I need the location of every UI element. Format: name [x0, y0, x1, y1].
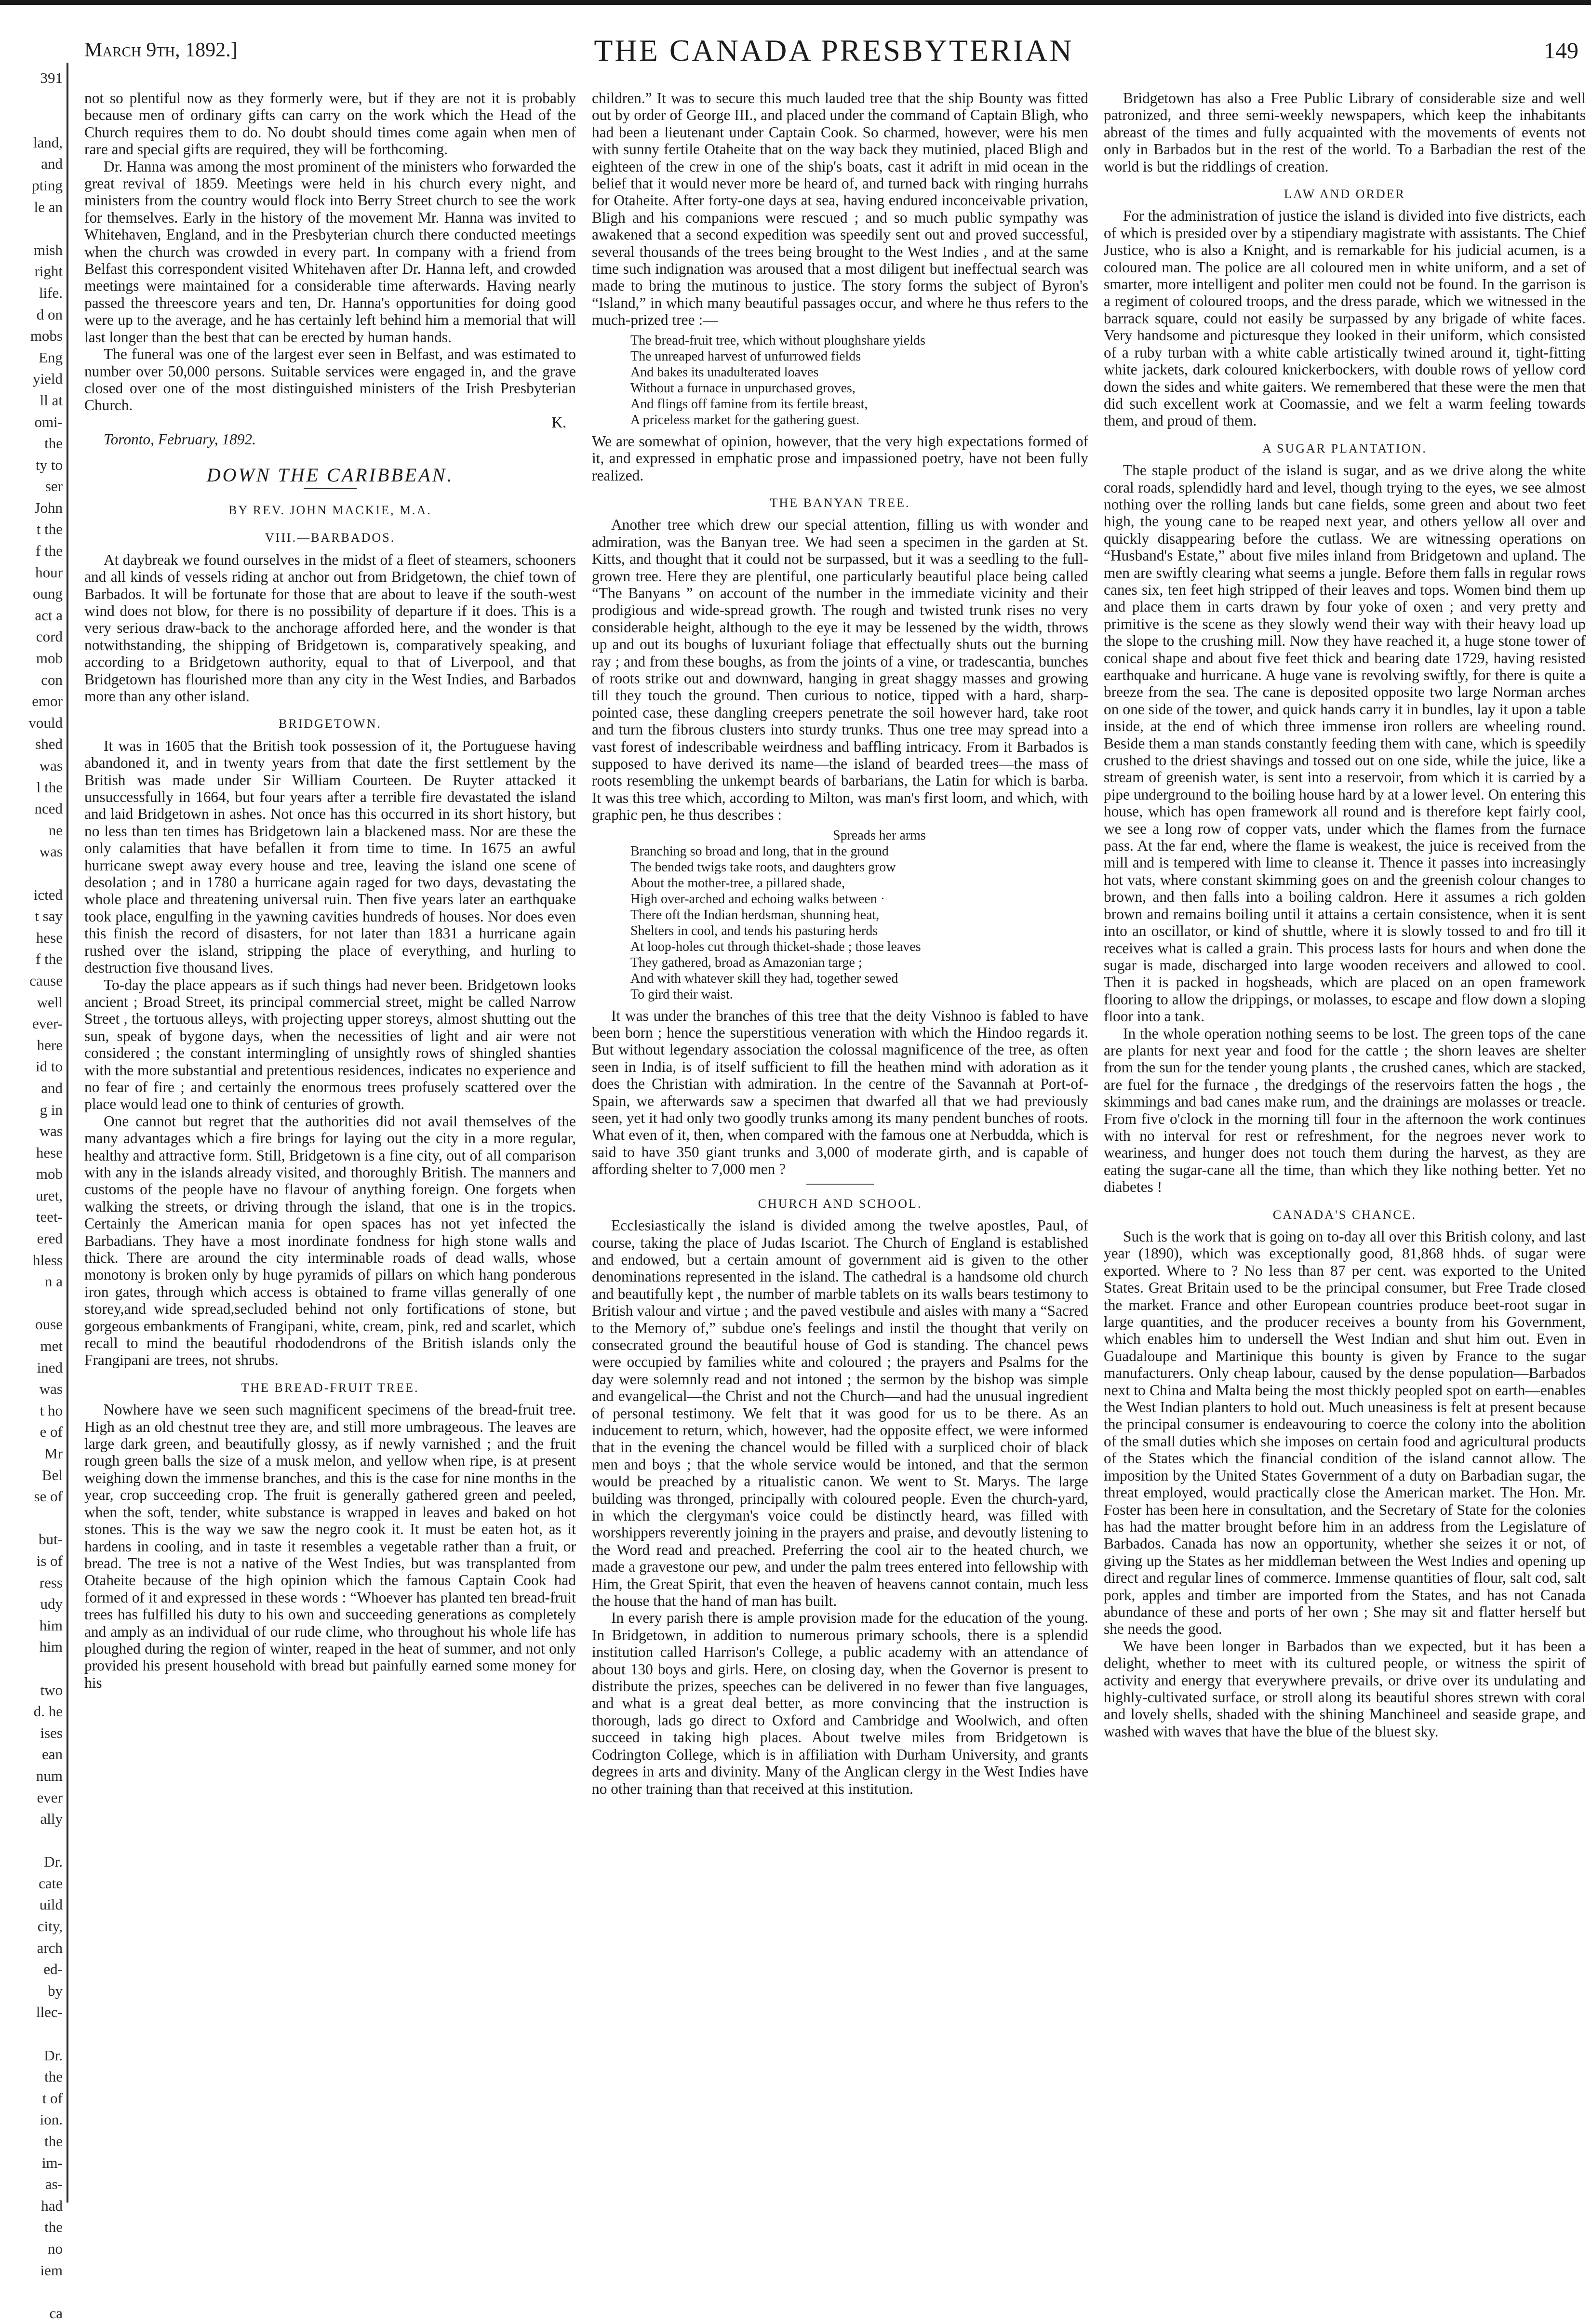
margin-fragment — [0, 2023, 63, 2045]
margin-fragment: f the — [36, 950, 63, 968]
margin-fragment: by — [48, 1982, 63, 1999]
margin-fragment: pting — [32, 176, 63, 194]
margin-fragment: the — [44, 2068, 63, 2085]
margin-fragment: him — [39, 1616, 63, 1634]
margin-fragment: ca — [49, 2304, 63, 2322]
verse-line: Without a furnace in unpurchased groves, — [630, 380, 856, 396]
verse-line: Branching so broad and long, that in the ground — [630, 843, 889, 859]
section-heading: THE BREAD-FRUIT TREE. — [241, 1380, 419, 1395]
paragraph: To-day the place appears as if such things had never been. Bridgetown looks ancient ; Broad Street, its principal commercial street, might be called Narrow Street , the tortuous alleys, with projecting upper storeys, almost shutting out the sun, speak of bygone days, when the necessities of light and air were not considered ; the constant intermingling of unsightly rows of shingled shanties with the more substantial and pretentious residences, indicates no experience and no fear of fire ; and certainly the enormous trees profusely scattered over the place would lead one to think of centuries of growth. — [84, 976, 576, 1113]
paragraph: Nowhere have we seen such magnificent specimens of the bread-fruit tree. High as an old chestnut tree they are, and still more umbrageous. The leaves are large dark green, and beautifully glossy, as if newly varnished ; and the fruit rough green balls the size of a musk melon, and yellow when ripe, is at present weighing down the immense branches, and this is the case for nine months in the year, crop succeeding crop. The fruit is generally gathered green and peeled, when the soft, tender, white substance is wrapped in leaves and baked on hot stones. This is the way we saw the negro cook it. It must be eaten hot, as it hardens in cooling, and in taste it resembles a vegetable rather than a fruit, or bread. The tree is not a native of the West Indies, but was transplanted from Otaheite because of the high opinion which the famous Captain Cook had formed of it and expressed in these words : “Whoever has planted ten bread-fruit trees has fulfilled his duty to his own and succeeding generations as completely and amply as an individual of our rude clime, who throughout his whole life has ploughed during the region of winter, reaped in the heat of summer, and not only provided his present household with bread but painfully earned some money for his — [84, 1401, 576, 1691]
margin-fragment: ined — [37, 1359, 63, 1376]
margin-fragment: teet- — [36, 1208, 63, 1226]
paragraph: Bridgetown has also a Free Public Library of considerable size and well patronized, and three semi-weekly newspapers, which keep the inhabitants abreast of the times and fully acquainted with the movements of events not only in Barbados but in the rest of the world. To a Barbadian the rest of the world is but the riddlings of creation. — [1104, 90, 1586, 175]
title-rule — [304, 488, 357, 489]
paragraph: We are somewhat of opinion, however, that the very high expectations formed of it, and expressed in emphatic prose and impassioned poetry, have not been fully realized. — [592, 432, 1088, 484]
paragraph: Such is the work that is going on to-day all over this British colony, and last year (1890), which was exceptionally good, 81,868 hhds. of sugar were exported. Where to ? No less than 87 per cent. was exported to the United States. Great Britain used to be the principal consumer, but Free Trade closed the market. France and other European countries produce beet-root sugar in large quantities, and the producer receives a bounty from his Government, which enables him to undersell the West Indian and shut him out. Even in Guadaloupe and Martinique this bounty is given by France to the sugar manufacturers. Only cheap labour, caused by the dense population—Barbados next to China and Malta being the most thickly peopled spot on earth—enables the West Indian planters to hold out. Much uneasiness is felt at present because the principal consumer is endeavouring to coerce the colony into the abolition of the small duties which she imposes on certain food and agricultural products of the States which the financial condition of the island cannot allow. The imposition by the United States Government of a duty on Barbadian sugar, the threat employed, would practically close the American market. The Hon. Mr. Foster has been here in consultation, and the Secretary of State for the colonies has had the matter brought before him in an address from the Legislature of Barbados. Canada has now an opportunity, whether she seizes it or not, of giving up the States as her middleman between the West Indies and opening up direct and regular lines of commerce. Immense quantities of flour, salt cod, salt pork, apples and timber are imported from the States, and has not Canada abundance of these and ports of her own ; She may sit and flatter herself but she needs the good. — [1104, 1228, 1586, 1638]
margin-fragment: ises — [40, 1724, 63, 1741]
margin-fragment: here — [37, 1036, 63, 1054]
verse-line: The bread-fruit tree, which without ploughshare yields — [630, 333, 925, 348]
margin-fragment: uret, — [36, 1187, 63, 1204]
verse-line: And with whatever skill they had, together sewed — [630, 971, 898, 986]
verse-line: There oft the Indian herdsman, shunning heat, — [630, 907, 880, 922]
verse-line: About the mother-tree, a pillared shade, — [630, 875, 845, 891]
verse-line: They gathered, broad as Amazonian targe ; — [630, 955, 862, 970]
top-rule — [0, 0, 1591, 5]
margin-fragment: arch — [37, 1939, 63, 1956]
section-heading: LAW AND ORDER — [1284, 187, 1405, 201]
margin-fragment: but- — [39, 1531, 63, 1548]
signature: K. — [551, 414, 566, 431]
margin-fragment: t the — [36, 521, 63, 538]
verse-line: And flings off famine from its fertile breast, — [630, 396, 868, 412]
section-heading: CHURCH AND SCHOOL. — [758, 1196, 923, 1211]
column-1 — [84, 90, 576, 2203]
margin-fragment: emor — [32, 693, 63, 710]
section-heading: VIII.—BARBADOS. — [265, 531, 396, 545]
paragraph: At daybreak we found ourselves in the midst of a fleet of steamers, schooners and all kinds of vessels riding at anchor out from Bridgetown, the chief town of Barbados. It will be fortunate for those that are about to leave if the south-west wind does not blow, for there is no possibility of departure if it does. This is a very serious draw-back to the anchorage afforded here, and the wonder is that notwithstanding, the shipping of Bridgetown is, comparatively speaking, and according to a Bridgetown authority, equal to that of Liverpool, and that Bridgetown has flourished more than any city in the West Indies, and Barbados more than any other island. — [84, 551, 576, 705]
margin-fragment: two — [40, 1681, 63, 1698]
column-2 — [592, 90, 1088, 2203]
issue-date: March 9th, 1892.] — [84, 39, 238, 61]
verse-line: The bended twigs take roots, and daughters grow — [630, 859, 896, 875]
margin-fragment: ne — [48, 821, 63, 839]
margin-fragment: Dr. — [44, 1853, 63, 1870]
dateline: Toronto, February, 1892. — [104, 431, 256, 448]
section-heading: CANADA'S CHANCE. — [1272, 1207, 1417, 1222]
margin-fragment: ll at — [40, 391, 63, 409]
margin-fragment: right — [34, 263, 63, 280]
margin-fragment: him — [39, 1638, 63, 1656]
margin-fragment: shed — [35, 735, 63, 753]
margin-fragment: d. he — [33, 1703, 63, 1720]
margin-fragment: n a — [44, 1273, 63, 1290]
margin-fragment: is of — [36, 1552, 63, 1569]
left-margin-fragments — [0, 67, 63, 2324]
margin-fragment: uild — [39, 1896, 63, 1913]
margin-fragment: 391 — [40, 69, 63, 86]
margin-fragment: g in — [40, 1101, 63, 1118]
margin-fragment: the — [44, 2133, 63, 2150]
margin-fragment: Dr. — [44, 2046, 63, 2064]
margin-fragment: e of — [40, 1423, 63, 1441]
margin-fragment: and — [41, 155, 63, 173]
margin-fragment: John — [34, 499, 63, 516]
section-heading: BRIDGETOWN. — [279, 717, 382, 731]
article-title — [84, 464, 576, 489]
margin-fragment: was — [39, 1122, 63, 1140]
gutter-rule — [67, 63, 68, 2203]
margin-fragment: le an — [34, 198, 63, 215]
paragraph: One cannot but regret that the authorities did not avail themselves of the many advantages which a fire brings for laying out the city in a more regular, healthy and attractive form. Still, Bridgetown is a fine city, out of all comparison with any in the islands already visited, and thoroughly British. The manners and customs of the people have no flavour of anything foreign. One forgets when walking the streets, or driving through the island, that one is in the tropics. Certainly the American mania for open spaces has not yet infected the Barbadians. They have a most inordinate fondness for high stone walls and thick. There are around the city interminable roads of dead walls, whose monotony is broken only by huge pyramids of pillars on which hang ponderous iron gates, through which access is obtained to frame villas generally of one storey,and wide spread,secluded behind not only fortifications of stone, but gorgeous embankments of Frangipani, white, cream, pink, red and scarlet, which recall to mind the beautiful rhododendrons of the British islands only the Frangipani are trees, not shrubs. — [84, 1112, 576, 1369]
margin-fragment: land, — [33, 134, 63, 151]
margin-fragment: and — [41, 1079, 63, 1096]
paragraph: Ecclesiastically the island is divided among the twelve apostles, Paul, of course, taking the place of Judas Iscariot. The Church of England is established and endowed, but a certain amount of government aid is given to the other denominations represented in the island. The cathedral is a handsome old church and beautifully kept , the number of marble tablets on its walls bears testimony to British valour and virtue ; and the paved vestibule and aisles with many a “Sacred to the Memory of,” subdue one's feelings and instil the thought that verily on consecrated ground the beautiful house of God is standing. The chancel pews were occupied by families white and coloured ; the prayers and Psalms for the day were solemnly read and not intoned ; the sermon by the bishop was simple and evangelical—the Christ and not the Church—and had the unusual ingredient of personal testimony. We felt that it was good for us to be there. As an inducement to return, which, however, had the opposite effect, we were informed that in the evening the chancel would be filled with a surpliced choir of black men and boys ; that the whole service would be intoned, and that the sermon would be preached by a ritualistic canon. We went to St. Marys. The large building was thronged, principally with coloured people. Even the church-yard, in which the clergyman's voice could be distinctly heard, was filled with worshippers reverently joining in the prayers and praise, and devoutly listening to the Word read and preached. Preferring the cool air to the heated church, we made a gravestone our pew, and under the palm trees entered into fellowship with Him, the Great Spirit, that even the heaven of heavens cannot contain, much less the house that the hand of man has built. — [592, 1217, 1088, 1610]
section-divider — [806, 1184, 874, 1185]
section-heading: THE BANYAN TREE. — [770, 495, 910, 510]
article-title-text: DOWN THE CARIBBEAN. — [206, 464, 454, 486]
margin-fragment — [0, 1830, 63, 1852]
margin-fragment: ouse — [35, 1316, 63, 1333]
margin-fragment: t ho — [40, 1402, 63, 1419]
margin-fragment: icted — [33, 886, 63, 903]
margin-fragment: ever- — [32, 1015, 63, 1032]
margin-fragment: hless — [33, 1251, 63, 1269]
margin-fragment: vould — [28, 714, 63, 731]
margin-fragment: hese — [36, 1144, 63, 1161]
margin-fragment: hese — [36, 929, 63, 946]
margin-fragment: mob — [36, 650, 63, 667]
section-heading: A SUGAR PLANTATION. — [1262, 441, 1427, 455]
margin-fragment: met — [40, 1337, 63, 1355]
paragraph: The staple product of the island is sugar, and as we drive along the white coral roads, splendidly hard and level, though trying to the eyes, we see almost nothing over the rolling lands but cane fields, some green and about two feet high, the young cane to be reaped next year, and others yellow all over and quickly disappearing before the cutlass. We are witnessing operations on “Husband's Estate,” about five miles inland from Bridgetown and upland. The men are swiftly clearing what seems a jungle. Before them falls in regular rows canes six, ten feet high stripped of their leaves and tops. Women bind them up and place them in carts drawn by four yoke of oxen ; and very pretty and primitive is the scene as they slowly wend their way with their heavy load up the slope to the crushing mill. Now they have reached it, a huge stone tower of conical shape and about five feet thick and bearing date 1729, having resisted earthquake and hurricane. A huge vane is revolving swiftly, for there is quite a breeze from the sea. The cane is deposited opposite two large Norman arches on one side of the tower, and quick hands carry it in bundles, lay it upon a table inside, at the end of which three immense iron rollers are wheeling round. Beside them a man stands constantly feeding them with cane, which is speedily crushed to the driest shavings and tossed out on one side, while the juice, like a stream of greenish water, is sent into a reservoir, from which it is carried by a pipe underground to the boiling house hard by at a lower level. On entering this house, which has open framework all round and is therefore kept fairly cool, we see a long row of copper vats, under which the flames from the furnace pass. At the far end, where the flame is weakest, the juice is received from the mill and is tempered with lime to cleanse it. Thence it passes into increasingly hot vats, where constant skimming goes on and the greenish colour changes to brown, and then falls into a boiling caldron. Here it assumes a rich golden brown and remains boiling until it attains a certain consistence, when it is sent into an oscillator, or kind of shuttle, where it is slowly tossed to and fro till it receives what is called a grain. This process lasts for hours and when done the sugar is made, discharged into large wooden receivers and allowed to cool. Then it is packed in hogsheads, which are placed on an open framework flooring to allow the drippings, or molasses, to escape and flow down a sloping floor into a tank. — [1104, 462, 1586, 1025]
margin-fragment: hour — [35, 563, 63, 581]
margin-fragment: was — [39, 757, 63, 774]
margin-fragment: id to — [36, 1058, 63, 1075]
margin-fragment: oung — [33, 585, 63, 602]
paragraph: It was under the branches of this tree that the deity Vishnoo is fabled to have been born ; hence the superstitious veneration with which the Hindoo regards it. But without legendary association the colossal magnificence of the tree, as often seen in India, is of itself sufficient to fill the heathen mind with adoration as it does the Christian with admiration. In the centre of the Savannah at Port-of-Spain, we afterwards saw a specimen that dwarfed all that we had previously seen, yet it had only two goodly trunks among its many pendent bunches of roots. What even of it, then, when compared with the famous one at Nerbudda, which is said to have 350 giant trunks and 3,000 of moderate girth, and is capable of affording shelter to 7,000 men ? — [592, 1007, 1088, 1178]
margin-fragment: im- — [41, 2154, 63, 2171]
verse-line: To gird their waist. — [630, 987, 733, 1002]
paragraph: It was in 1605 that the British took possession of it, the Portuguese having abandoned it, and in twenty years from that date the first settlement by the British was made under Sir William Courteen. De Ruyter attacked it unsuccessfully in 1664, but four years after a terrible fire devastated the island and laid Bridgetown in ashes. Not once has this occurred in its short history, but no less than ten times has Bridgetown lain a blackened mass. Nor are these the only calamities that have befallen it from time to time. In 1675 an awful hurricane swept away every house and tree, leaving the island one scene of desolation ; and in 1780 a hurricane again raged for two days, devastating the whole place and threatening universal ruin. Then five years later an earthquake took place, engulfing in the yawning cavities hundreds of houses. Nor does even this finish the record of disasters, for not later than 1831 a hurricane again rushed over the island, stripping the place of everything, and hurling to destruction five thousand lives. — [84, 737, 576, 976]
margin-fragment: cate — [39, 1874, 63, 1892]
verse-line: Shelters in cool, and tends his pasturing herds — [630, 923, 878, 938]
margin-fragment: cord — [36, 628, 63, 645]
margin-fragment: d on — [36, 306, 63, 323]
margin-fragment: as- — [45, 2176, 63, 2193]
margin-fragment: no — [48, 2240, 63, 2257]
byron-verse — [630, 333, 1088, 428]
margin-fragment: ally — [40, 1810, 63, 1828]
verse-line: A priceless market for the gathering guest. — [630, 412, 860, 427]
margin-fragment: life. — [39, 284, 63, 301]
margin-fragment: mobs — [30, 327, 63, 345]
margin-fragment: Mr — [44, 1445, 63, 1462]
margin-fragment: act a — [35, 606, 63, 624]
margin-fragment — [0, 863, 63, 884]
milton-verse — [630, 828, 1088, 1002]
paragraph: Dr. Hanna was among the most prominent of the ministers who forwarded the great revival of 1859. Meetings were held in his church every night, and ministers from the country would flock into Berry Street church to see the work for themselves. Early in the history of the movement Mr. Hanna was invited to Whitehaven, England, and in the Presbyterian church there conducted meetings when the church was crowded in every part. In company with a friend from Belfast this correspondent visited Whitehaven after Dr. Hanna left, and crowded meetings were maintained for a considerable time afterwards. Having nearly passed the threescore years and ten, Dr. Hanna's opportunities for doing good were up to the average, and he has certainly left behind him a memorial that will last longer than the best that can be erected by human hands. — [84, 158, 576, 346]
margin-fragment: ered — [37, 1230, 63, 1247]
byline: BY REV. JOHN MACKIE, M.A. — [228, 503, 432, 517]
margin-fragment: mob — [36, 1165, 63, 1183]
verse-line: High over-arched and echoing walks between · — [630, 891, 885, 907]
margin-fragment: num — [36, 1767, 63, 1784]
margin-fragment: ser — [45, 478, 63, 495]
margin-fragment: had — [41, 2197, 63, 2214]
margin-fragment: ress — [39, 1574, 63, 1591]
margin-fragment: ever — [37, 1789, 63, 1806]
margin-fragment: Eng — [39, 348, 63, 366]
margin-fragment: omi- — [34, 413, 63, 430]
margin-fragment: Bel — [41, 1466, 63, 1483]
margin-fragment — [0, 1508, 63, 1529]
margin-fragment: iem — [40, 2261, 63, 2279]
paragraph: In the whole operation nothing seems to be lost. The green tops of the cane are plants for next year and food for the cattle ; the shorn leaves are shelter from the sun for the tender young plants , the crushed canes, which are stacked, are fuel for the furnace , the dredgings of the reservoirs fatten the hogs , the skimmings and bad canes make rum, and the drainings are molasses or treacle. From five o'clock in the morning till four in the afternoon the work continues with no interval for rest or refreshment, for the negroes never work to weariness, and hunger does not touch them during the harvest, as they are eating the sugar-cane all the time, than which they like nothing better. Yet no diabetes ! — [1104, 1025, 1586, 1196]
margin-fragment — [0, 2281, 63, 2303]
margin-fragment: was — [39, 843, 63, 860]
verse-line: Spreads her arms — [833, 828, 926, 843]
margin-fragment: se of — [34, 1488, 63, 1505]
verse-line: At loop-holes cut through thicket-shade ; those leaves — [630, 939, 921, 954]
page-number: 149 — [1544, 38, 1578, 64]
paragraph: In every parish there is ample provision made for the education of the young. In Bridgetown, in addition to numerous primary schools, there is a splendid institution called Harrison's College, a public academy with an attendance of about 130 boys and girls. Here, on closing day, when the Governor is present to distribute the prizes, speeches can be delivered in no fewer than five languages, and what is a great deal better, as more convincing that the instruction is thorough, lads go direct to Oxford and Cambridge and Woolwich, and often succeed in taking high places. About twelve miles from Bridgetown is Codrington College, which is in affiliation with Durham University, and grants degrees in arts and divinity. Many of the Anglican clergy in the West Indies have no other training than that received at this institution. — [592, 1609, 1088, 1797]
margin-fragment: the — [44, 2218, 63, 2236]
verse-line: The unreaped harvest of unfurrowed fields — [630, 348, 861, 364]
margin-fragment: mish — [33, 241, 63, 258]
margin-fragment: f the — [36, 542, 63, 560]
margin-fragment: llec- — [36, 2003, 63, 2021]
paragraph: Another tree which drew our special attention, filling us with wonder and admiration, was the Banyan tree. We had seen a specimen in the garden at St. Kitts, and thought that it could not be surpassed, but it was a seedling to the full-grown tree. Here they are plentiful, one particularly beautiful place being called “The Banyans ” on account of the number in the immediate vicinity and their prodigious and wide-spread growth. The rough and twisted trunk rises no very considerable height, although to the eye it may be lessened by the width, throws up and out its boughs of luxuriant foliage that effectually shuts out the burning ray ; and from these boughs, as from the joints of a vine, or tradescantia, bunches of roots strike out and downward, hanging in great shaggy masses and growing till they touch the ground. Then curious to notice, tipped with a hard, sharp-pointed case, these dangling creepers penetrate the soil however hard, take root and turn the fibrous clusters into sturdy trunks. Thus one tree may spread into a vast forest of indescribable weirdness and baffling intricacy. From it Barbados is supposed to have derived its name—the island of bearded trees—the mass of roots resembling the unkempt beards of barbarians, the Latin for which is barba. It was this tree which, according to Milton, was man's first loom, and which, with graphic pen, he thus describes : — [592, 516, 1088, 824]
margin-fragment: yield — [33, 370, 63, 387]
margin-fragment: cause — [29, 972, 63, 989]
margin-fragment — [0, 218, 63, 240]
margin-fragment: con — [41, 671, 63, 688]
column-3 — [1104, 90, 1586, 2203]
paragraph: The funeral was one of the largest ever seen in Belfast, and was estimated to number over 50,000 persons. Suitable services were engaged in, and the grave closed over one of the most distinguished ministers of the Irish Presbyterian Church. — [84, 346, 576, 414]
margin-fragment: t say — [35, 908, 63, 925]
paragraph: children.” It was to secure this much lauded tree that the ship Bounty was fitted out by order of George III., and placed under the command of Captain Bligh, who had been a lieutenant under Captain Cook. So charmed, however, were his men with sunny fertile Otaheite that on the way back they mutinied, placed Bligh and eighteen of the crew in one of the ship's boats, cast it adrift in mid ocean in the belief that it would never more be heard of, and turned back with ringing hurrahs for Otaheite. After forty-one days at sea, having endured inconceivable privation, Bligh and his companions were rescued ; and so much public sympathy was awakened that a second expedition was speedily sent out and proved successful, several thousands of the trees being brought to the West Indies , and at the same time such indignation was aroused that a most diligent but ineffectual search was made to bring the mutinous to justice. The story forms the subject of Byron's “Island,” in which many beautiful passages occur, and where he thus refers to the much-prized tree :— — [592, 90, 1088, 329]
margin-fragment: city, — [37, 1918, 63, 1935]
paragraph: not so plentiful now as they formerly were, but if they are not it is probably because men of ordinary gifts can carry on the work which the Head of the Church requires them to do. No doubt should times come again when men of rare and special gifts are required, they will be forthcoming. — [84, 90, 576, 158]
margin-fragment: ion. — [40, 2111, 63, 2128]
paragraph: For the administration of justice the island is divided into five districts, each of which is presided over by a stipendiary magistrate with assistants. The Chief Justice, who is also a Knight, and is remarkable for his judicial acumen, is a coloured man. The police are all coloured men in white uniform, and a set of smarter, more intelligent and politer men could not be found. In the garrison is a regiment of coloured troops, and the dress parade, which we witnessed in the barrack square, could not easily be surpassed by any brigade of white faces. Very handsome and picturesque they looked in their uniform, which consisted of a ruby turban with a white cable artistically twined around it, tight-fitting white jackets, dark coloured knickerbockers, with double rows of yellow cord down the sides and white gaiters. We remembered that these were the men that did such excellent work at Coomassie, and we felt a warm feeling towards them, and proud of them. — [1104, 207, 1586, 429]
margin-fragment: t of — [42, 2089, 63, 2107]
margin-fragment: udy — [40, 1595, 63, 1613]
margin-fragment — [0, 110, 63, 132]
margin-fragment: was — [39, 1380, 63, 1398]
verse-line: And bakes its unadulterated loaves — [630, 364, 819, 380]
margin-fragment — [0, 1658, 63, 1680]
margin-fragment: l the — [36, 778, 63, 796]
margin-fragment: ean — [41, 1746, 63, 1763]
margin-fragment: nced — [34, 800, 63, 817]
masthead-title: THE CANADA PRESBYTERIAN — [594, 33, 1074, 67]
margin-fragment — [0, 1293, 63, 1314]
margin-fragment: ed- — [43, 1961, 63, 1978]
margin-fragment — [0, 89, 63, 111]
paragraph: We have been longer in Barbados than we expected, but it has been a delight, whether to meet with its cultured people, or witness the spirit of activity and energy that everywhere prevails, or drive over its undulating and highly-cultivated surface, or stroll along its beautiful shores strewn with coral and lovely shells, shaded with the shining Manchineel and seaside grape, and washed with waves that have the blue of the bluest sky. — [1104, 1637, 1586, 1740]
page-header — [84, 33, 1583, 67]
margin-fragment: well — [37, 993, 63, 1011]
margin-fragment: the — [44, 435, 63, 452]
margin-fragment: ty to — [36, 456, 63, 473]
